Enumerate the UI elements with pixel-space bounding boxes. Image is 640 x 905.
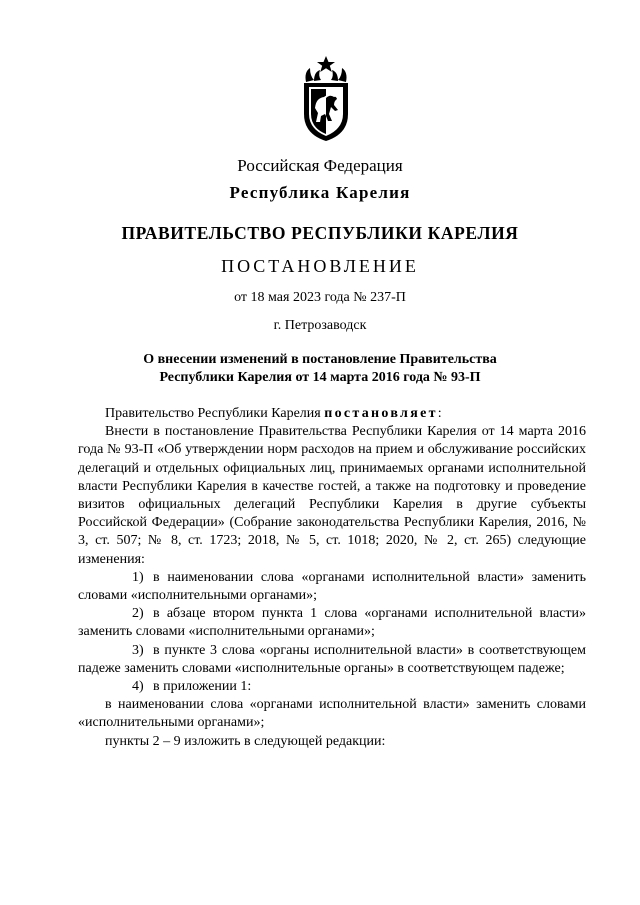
list-item-1: [78, 569, 586, 605]
intro-prefix: Правительство Республики Карелия: [105, 406, 325, 421]
list-item-1-text: в наименовании слова «органами исполнительной власти» заменить словами «исполнительными органами»;: [78, 569, 586, 604]
government-name: ПРАВИТЕЛЬСТВО РЕСПУБЛИКИ КАРЕЛИЯ: [121, 223, 519, 243]
sub-item-1: в наименовании слова «органами исполнительной власти» заменить словами «исполнительными органами»;: [78, 697, 586, 731]
coat-of-arms-emblem: [298, 56, 354, 142]
document-title-line-1: О внесении изменений в постановление Правительства: [143, 352, 497, 367]
list-item-3-text: в пункте 3 слова «органы исполнительной власти» в соответствующем падеже заменить словами «исполнительные органы» в соответствующем падеже;: [78, 642, 586, 676]
document-date-number: от 18 мая 2023 года № 237-П: [234, 290, 406, 305]
document-body: [78, 405, 586, 751]
country-name: Российская Федерация: [237, 156, 403, 175]
intro-suffix: :: [437, 406, 442, 421]
republic-name: Республика Карелия: [229, 183, 411, 202]
main-paragraph: Внести в постановление Правительства Республики Карелия от 14 марта 2016 года № 93-П «Об утверждении норм расходов на прием и обслуживание российских делегаций и отдельных официальных лиц, принимаемых органами исполнительной власти Республики Карелия в качестве гостей, а также на подготовку и проведение визитов официальных делегаций Республики Карелия в другие субъекты Российской Федерации» (Собрание законодательства Республики Карелия, 2016, № 3, ст. 507; № 8, ст. 1723; 2018, № 5, ст. 1018; 2020, № 2, ст. 265) следующие изменения:: [78, 424, 586, 567]
document-city: г. Петрозаводск: [273, 318, 367, 333]
list-item-4: [78, 678, 586, 696]
document-type: ПОСТАНОВЛЕНИЕ: [221, 256, 419, 276]
intro-verb: постановляет: [324, 406, 438, 421]
list-item-4-text: в приложении 1:: [153, 679, 252, 695]
list-item-1-number: 1): [132, 569, 144, 585]
list-item-4-number: 4): [132, 679, 144, 695]
document-title-line-2: Республики Карелия от 14 марта 2016 года № 93-П: [159, 370, 481, 385]
list-item-3-number: 3): [132, 642, 144, 658]
sub-item-2: пункты 2 – 9 изложить в следующей редакции:: [105, 733, 386, 749]
list-item-2-number: 2): [132, 606, 144, 622]
intro-paragraph: [78, 405, 586, 423]
list-item-3: [78, 642, 586, 678]
list-item-2: [78, 605, 586, 641]
list-item-2-text: в абзаце втором пункта 1 слова «органами исполнительной власти» заменить словами «исполнительными органами»;: [78, 606, 586, 640]
